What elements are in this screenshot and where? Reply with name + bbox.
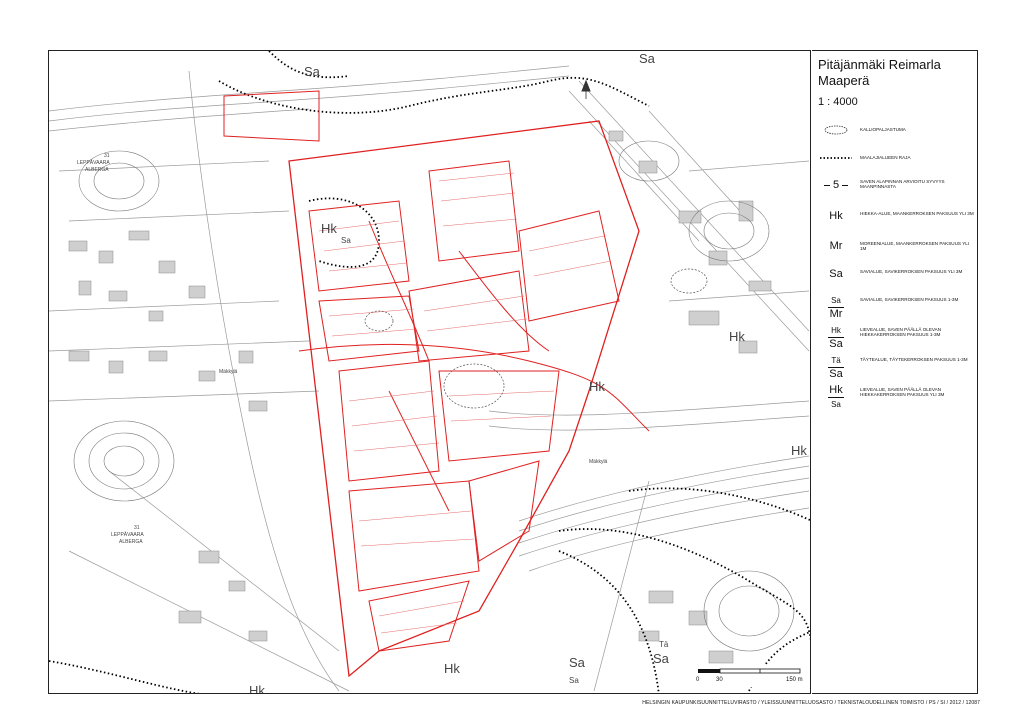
map-label-sa: Sa	[341, 236, 351, 245]
map-scale: 1 : 4000	[818, 96, 858, 108]
legend-symbol: 5	[832, 179, 840, 191]
map-label-hk: Hk	[321, 221, 337, 236]
map-label-leppavaara: LEPPÄVAARA	[77, 160, 110, 166]
legend-text: MOREENIALUE, MAANKERROKSEN PAKSUUS YLI 1M	[860, 241, 970, 252]
legend-fraction-symbol: Sa Mr	[829, 296, 843, 320]
legend-text: SAVIALUE, SAVIKERROKSEN PAKSUUS YLI 3M	[860, 269, 963, 274]
legend-item-hk	[812, 211, 978, 241]
map-label-hk: Hk	[249, 683, 265, 695]
map-label-ta: Tä	[659, 640, 669, 649]
map-label-makkyla: Mäkkylä	[589, 459, 608, 465]
map-label-makkyla: Mäkkylä	[219, 369, 238, 375]
legend-symbol: Mr	[829, 240, 843, 252]
legend-fraction-symbol: Tä Sa	[829, 356, 843, 380]
legend-text: LIEVEALUE, SAVEN PÄÄLLÄ OLEVAN HIEKKAKERROKSEN PAKSUUS 1-3M	[860, 327, 942, 338]
map-label-sa: Sa	[639, 51, 655, 66]
rock-outcrop-icon	[816, 125, 856, 135]
legend-item-ta-sa	[812, 357, 978, 387]
map-labels	[77, 51, 807, 694]
legend-symbol: Sa	[829, 268, 843, 280]
legend-fraction-symbol: Hk Sa	[829, 384, 843, 409]
legend-panel	[812, 50, 978, 694]
map-label-31: 31	[104, 153, 110, 159]
map-title: Pitäjänmäki Reimarla	[818, 57, 941, 72]
map-label-sa: Sa	[569, 676, 579, 685]
legend-text: SAVEN ALAPINNAN ARVIOITU SYVYYS MAANPINNASTA	[860, 179, 945, 190]
map-label-sa: Sa	[304, 64, 320, 79]
map-label-sa: Sa	[569, 655, 585, 670]
map-label-hk: Hk	[729, 329, 745, 344]
legend-text: MAALAJIALUEEN RAJA	[860, 155, 911, 160]
map-frame	[48, 50, 811, 694]
legend-fraction-symbol: Hk Sa	[829, 326, 843, 350]
legend-item-hk-sa-thick	[812, 384, 978, 417]
scale-bar-end: 150 m	[786, 677, 803, 683]
map-label-sa: Sa	[653, 651, 669, 666]
legend-text: HIEKKA-ALUE, MAANKERROKSEN PAKSUUS YLI 3M	[860, 211, 974, 216]
legend-item-sa-mr	[812, 297, 978, 327]
legend-symbol: Hk	[829, 210, 843, 222]
legend-item-depth	[812, 179, 978, 209]
map-label-hk: Hk	[589, 379, 605, 394]
legend-item-rock	[812, 125, 978, 155]
planning-area	[224, 91, 649, 676]
legend-item-mr	[812, 241, 978, 271]
north-arrow-icon	[582, 81, 590, 99]
dotted-line-icon	[816, 153, 856, 163]
map-label-hk: Hk	[444, 661, 460, 676]
map-label-alberga: ALBERGA	[119, 539, 143, 545]
map-label-hk: Hk	[791, 443, 807, 458]
map-label-leppavaara: LEPPÄVAARA	[111, 532, 144, 538]
base-buildings	[69, 131, 771, 663]
map-label-31: 31	[134, 525, 140, 531]
scale-bar	[690, 665, 805, 687]
map-canvas	[49, 51, 811, 694]
base-map	[49, 66, 809, 691]
scale-bar-zero: 0	[696, 677, 700, 683]
legend-text: TÄYTEALUE, TÄYTEKERROKSEN PAKSUUS 1-3M	[860, 357, 968, 362]
legend-text: SAVIALUE, SAVIKERROKSEN PAKSUUS 1-3M	[860, 297, 959, 302]
depth-line-icon	[816, 180, 856, 191]
legend-item-hk-sa	[812, 327, 978, 357]
planning-plots	[319, 173, 611, 633]
legend-text: KALLIOPALJASTUMA	[860, 127, 906, 132]
map-subtitle: Maaperä	[818, 73, 870, 88]
map-label-alberga: ALBERGA	[85, 167, 109, 173]
footer-credit: HELSINGIN KAUPUNKISUUNNITTELUVIRASTO / YLEISSUUNNITTELUOSASTO / TEKNISTALOUDELLINEN TOIMISTO / PS / SI / 2012 / 12087	[642, 700, 980, 706]
scale-bar-mid: 30	[716, 677, 723, 683]
legend-text: LIEVEALUE, SAVEN PÄÄLLÄ OLEVAN HIEKKAKERROKSEN PAKSUUS YLI 3M	[860, 387, 945, 398]
